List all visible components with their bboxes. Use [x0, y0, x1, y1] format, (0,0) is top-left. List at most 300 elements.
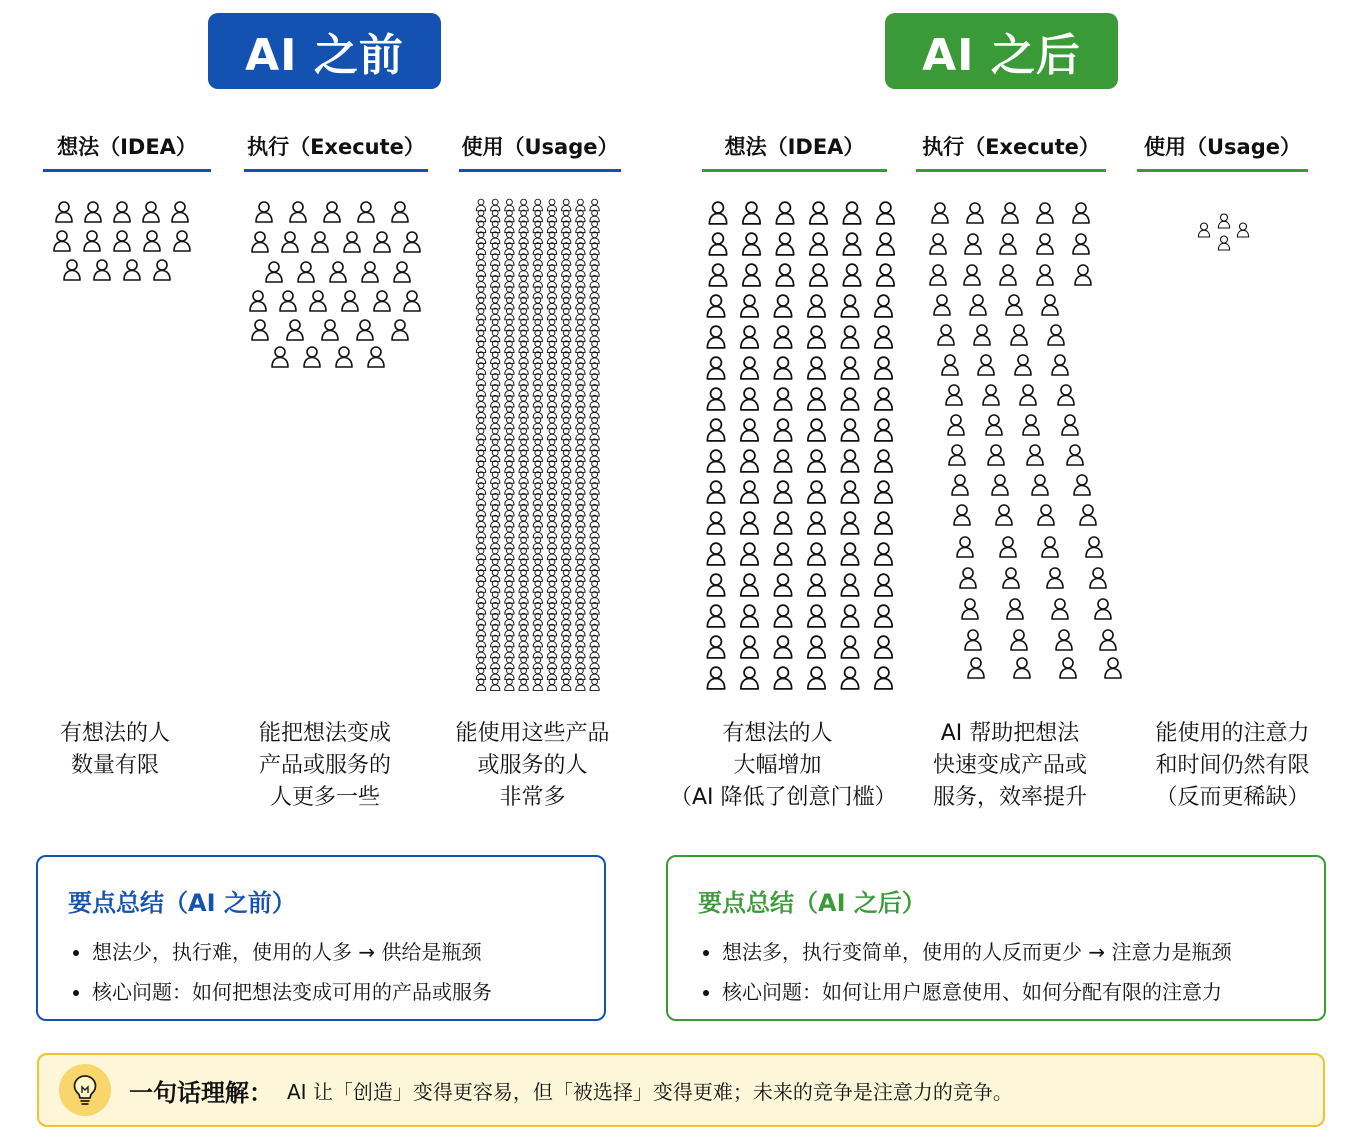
person-icon [576, 374, 585, 386]
person-icon [505, 330, 514, 342]
person-icon [590, 384, 599, 396]
footer-text: AI 让「创造」变得更容易，但「被选择」变得更难；未来的竞争是注意力的竞争。 [287, 1079, 1013, 1104]
person-icon [590, 515, 599, 527]
person-icon [491, 363, 500, 375]
person-icon [476, 363, 485, 375]
person-icon [1020, 385, 1036, 405]
person-icon [476, 243, 485, 255]
before-idea-header: 想法（IDEA） [43, 122, 211, 172]
person-icon [533, 308, 542, 320]
person-icon [590, 504, 599, 516]
person-icon [114, 231, 130, 251]
person-icon [774, 357, 791, 379]
person-icon [533, 384, 542, 396]
person-icon [576, 537, 585, 549]
person-icon [491, 537, 500, 549]
before-execute-people [250, 202, 420, 367]
person-icon [505, 232, 514, 244]
person-icon [505, 493, 514, 505]
person-icon [491, 646, 500, 658]
person-icon [476, 548, 485, 560]
after-execute-header: 执行（Execute） [916, 122, 1106, 172]
person-icon [491, 232, 500, 244]
person-icon [533, 330, 542, 342]
person-icon [808, 636, 825, 658]
person-icon [476, 613, 485, 625]
person-icon [476, 439, 485, 451]
person-icon [741, 512, 758, 534]
person-icon [576, 472, 585, 484]
person-icon [174, 231, 190, 251]
person-icon [84, 231, 100, 251]
person-icon [590, 308, 599, 320]
person-icon [491, 308, 500, 320]
person-icon [562, 439, 571, 451]
after-banner: AI 之后 [885, 13, 1118, 89]
person-icon [774, 512, 791, 534]
person-icon [533, 657, 542, 669]
person-icon [576, 657, 585, 669]
person-icon [1218, 236, 1229, 250]
person-icon [533, 602, 542, 614]
person-icon [562, 297, 571, 309]
person-icon [519, 504, 528, 516]
person-icon [519, 308, 528, 320]
person-icon [590, 254, 599, 266]
person-icon [547, 668, 556, 680]
person-icon [476, 341, 485, 353]
person-icon [547, 384, 556, 396]
person-icon [808, 512, 825, 534]
person-icon [533, 635, 542, 647]
person-icon [576, 646, 585, 658]
person-icon [576, 461, 585, 473]
person-icon [707, 605, 724, 627]
person-icon [124, 260, 140, 280]
person-icon [330, 262, 346, 282]
person-icon [519, 646, 528, 658]
person-icon [547, 265, 556, 277]
person-icon [808, 357, 825, 379]
person-icon [505, 515, 514, 527]
person-icon [533, 548, 542, 560]
person-icon [547, 559, 556, 571]
person-icon [576, 439, 585, 451]
person-icon [533, 504, 542, 516]
person-icon [576, 363, 585, 375]
person-icon [590, 493, 599, 505]
person-icon [743, 233, 760, 255]
person-icon [519, 624, 528, 636]
person-icon [948, 415, 964, 435]
person-icon [875, 512, 892, 534]
person-icon [547, 613, 556, 625]
person-icon [505, 352, 514, 364]
person-icon [324, 202, 340, 222]
person-icon [519, 199, 528, 211]
person-icon [1023, 415, 1039, 435]
person-icon [938, 325, 954, 345]
person-icon [519, 374, 528, 386]
person-icon [304, 347, 320, 367]
person-icon [491, 374, 500, 386]
person-icon [774, 388, 791, 410]
person-icon [533, 668, 542, 680]
person-icon [562, 504, 571, 516]
person-icon [533, 297, 542, 309]
person-icon [519, 341, 528, 353]
person-icon [519, 526, 528, 538]
person-icon [576, 319, 585, 331]
person-icon [491, 352, 500, 364]
person-icon [505, 417, 514, 429]
person-icon [707, 667, 724, 689]
person-icon [1086, 537, 1102, 557]
person-icon [533, 210, 542, 222]
person-icon [533, 461, 542, 473]
person-icon [547, 286, 556, 298]
person-icon [1014, 658, 1030, 678]
person-icon [590, 352, 599, 364]
person-icon [505, 646, 514, 658]
person-icon [476, 570, 485, 582]
person-icon [344, 232, 360, 252]
person-icon [949, 445, 965, 465]
person-icon [547, 679, 556, 691]
person-icon [54, 231, 70, 251]
person-icon [576, 254, 585, 266]
person-icon [562, 254, 571, 266]
person-icon [519, 537, 528, 549]
person-icon [533, 428, 542, 440]
person-icon [476, 646, 485, 658]
person-icon [547, 461, 556, 473]
person-icon [533, 417, 542, 429]
person-icon [576, 526, 585, 538]
person-icon [774, 636, 791, 658]
person-icon [562, 330, 571, 342]
person-icon [505, 319, 514, 331]
person-icon [841, 605, 858, 627]
person-icon [519, 635, 528, 647]
person-icon [547, 537, 556, 549]
person-icon [562, 624, 571, 636]
before-execute-desc: 能把想法变成 产品或服务的 人更多一些 [258, 721, 391, 810]
person-icon [491, 635, 500, 647]
person-icon [707, 450, 724, 472]
person-icon [280, 291, 296, 311]
person-icon [533, 526, 542, 538]
person-icon [988, 445, 1004, 465]
person-icon [476, 428, 485, 440]
person-icon [357, 320, 373, 340]
person-icon [590, 461, 599, 473]
person-icon [547, 504, 556, 516]
person-icon [808, 388, 825, 410]
person-icon [505, 199, 514, 211]
person-icon [336, 347, 352, 367]
person-icon [810, 202, 827, 224]
person-icon [562, 384, 571, 396]
person-icon [505, 450, 514, 462]
person-icon [1237, 223, 1248, 237]
person-icon [519, 275, 528, 287]
person-icon [590, 602, 599, 614]
person-icon [562, 592, 571, 604]
person-icon [491, 384, 500, 396]
person-icon [505, 374, 514, 386]
person-icon [505, 592, 514, 604]
person-icon [476, 526, 485, 538]
person-icon [1000, 234, 1016, 254]
person-icon [562, 657, 571, 669]
person-icon [576, 352, 585, 364]
person-icon [547, 330, 556, 342]
person-icon [491, 526, 500, 538]
person-icon [505, 668, 514, 680]
person-icon [590, 439, 599, 451]
person-icon [576, 679, 585, 691]
person-icon [491, 602, 500, 614]
person-icon [519, 515, 528, 527]
person-icon [172, 202, 188, 222]
person-icon [519, 450, 528, 462]
person-icon [707, 481, 724, 503]
person-icon [841, 481, 858, 503]
person-icon [533, 581, 542, 593]
person-icon [476, 581, 485, 593]
after-summary-point: • 想法多，执行变简单，使用的人反而更少 → 注意力是瓶颈 [722, 932, 1296, 972]
person-icon [1015, 355, 1031, 375]
person-icon [476, 406, 485, 418]
person-icon [476, 395, 485, 407]
person-icon [1074, 475, 1090, 495]
person-icon [491, 548, 500, 560]
person-icon [968, 658, 984, 678]
person-icon [808, 543, 825, 565]
person-icon [707, 574, 724, 596]
person-icon [709, 202, 726, 224]
person-icon [741, 481, 758, 503]
person-icon [590, 668, 599, 680]
person-icon [85, 202, 101, 222]
person-icon [547, 472, 556, 484]
person-icon [505, 570, 514, 582]
person-icon [562, 286, 571, 298]
person-icon [491, 657, 500, 669]
person-icon [519, 570, 528, 582]
person-icon [1011, 325, 1027, 345]
person-icon [374, 291, 390, 311]
person-icon [1006, 295, 1022, 315]
person-icon [576, 515, 585, 527]
person-icon [707, 419, 724, 441]
person-icon [533, 679, 542, 691]
person-icon [519, 548, 528, 560]
person-icon [56, 202, 72, 222]
person-icon [491, 624, 500, 636]
person-icon [252, 232, 268, 252]
person-icon [1032, 475, 1048, 495]
person-icon [875, 481, 892, 503]
person-icon [590, 417, 599, 429]
person-icon [519, 265, 528, 277]
person-icon [562, 515, 571, 527]
person-icon [709, 233, 726, 255]
person-icon [491, 406, 500, 418]
person-icon [252, 320, 268, 340]
person-icon [505, 483, 514, 495]
person-icon [1060, 658, 1076, 678]
person-icon [590, 210, 599, 222]
person-icon [519, 254, 528, 266]
person-icon [519, 286, 528, 298]
person-icon [282, 232, 298, 252]
footer-label: 一句话理解： [129, 1078, 273, 1107]
before-idea-people [54, 202, 190, 280]
person-icon [476, 297, 485, 309]
person-icon [590, 275, 599, 287]
after-idea-header: 想法（IDEA） [702, 122, 887, 172]
person-icon [547, 450, 556, 462]
person-icon [808, 481, 825, 503]
person-icon [841, 667, 858, 689]
person-icon [707, 543, 724, 565]
before-usage-people [476, 199, 599, 690]
person-icon [774, 481, 791, 503]
person-icon [841, 357, 858, 379]
person-icon [519, 406, 528, 418]
person-icon [576, 406, 585, 418]
person-icon [519, 352, 528, 364]
person-icon [143, 202, 159, 222]
person-icon [533, 254, 542, 266]
person-icon [562, 646, 571, 658]
person-icon [932, 203, 948, 223]
person-icon [952, 475, 968, 495]
person-icon [505, 613, 514, 625]
person-icon [741, 388, 758, 410]
before-usage-header: 使用（Usage） [459, 122, 621, 172]
person-icon [562, 374, 571, 386]
person-icon [774, 605, 791, 627]
person-icon [533, 515, 542, 527]
person-icon [707, 512, 724, 534]
person-icon [986, 415, 1002, 435]
person-icon [967, 203, 983, 223]
person-icon [576, 221, 585, 233]
person-icon [576, 624, 585, 636]
person-icon [576, 548, 585, 560]
person-icon [946, 385, 962, 405]
person-icon [590, 679, 599, 691]
person-icon [476, 624, 485, 636]
person-icon [491, 428, 500, 440]
person-icon [491, 199, 500, 211]
person-icon [576, 635, 585, 647]
person-icon [562, 483, 571, 495]
person-icon [1075, 265, 1091, 285]
person-icon [1052, 599, 1068, 619]
person-icon [322, 320, 338, 340]
person-icon [154, 260, 170, 280]
person-icon [707, 295, 724, 317]
person-icon [547, 374, 556, 386]
person-icon [519, 668, 528, 680]
person-icon [808, 419, 825, 441]
person-icon [505, 341, 514, 353]
person-icon [519, 559, 528, 571]
person-icon [491, 613, 500, 625]
person-icon [576, 395, 585, 407]
person-icon [505, 265, 514, 277]
person-icon [576, 275, 585, 287]
person-icon [590, 395, 599, 407]
person-icon [875, 605, 892, 627]
person-icon [505, 461, 514, 473]
person-icon [808, 667, 825, 689]
person-icon [1218, 214, 1229, 228]
person-icon [942, 355, 958, 375]
person-icon [547, 297, 556, 309]
person-icon [576, 243, 585, 255]
person-icon [505, 428, 514, 440]
person-icon [964, 265, 980, 285]
person-icon [547, 548, 556, 560]
person-icon [491, 254, 500, 266]
person-icon [562, 265, 571, 277]
after-summary-point: • 核心问题：如何让用户愿意使用、如何分配有限的注意力 [722, 972, 1296, 1012]
person-icon [374, 232, 390, 252]
person-icon [476, 254, 485, 266]
person-icon [547, 417, 556, 429]
person-icon [576, 308, 585, 320]
person-icon [519, 363, 528, 375]
person-icon [590, 526, 599, 538]
person-icon [576, 450, 585, 462]
person-icon [774, 295, 791, 317]
person-icon [1100, 630, 1116, 650]
person-icon [590, 297, 599, 309]
person-icon [741, 295, 758, 317]
person-icon [930, 265, 946, 285]
person-icon [547, 352, 556, 364]
person-icon [562, 243, 571, 255]
person-icon [774, 543, 791, 565]
person-icon [519, 428, 528, 440]
person-icon [1073, 234, 1089, 254]
person-icon [547, 243, 556, 255]
before-summary-point: • 想法少，执行难，使用的人多 → 供给是瓶颈 [92, 932, 576, 972]
person-icon [590, 330, 599, 342]
person-icon [983, 385, 999, 405]
person-icon [776, 264, 793, 286]
person-icon [394, 262, 410, 282]
person-icon [533, 559, 542, 571]
person-icon [1198, 223, 1209, 237]
person-icon [965, 630, 981, 650]
person-icon [1105, 658, 1121, 678]
person-icon [934, 295, 950, 315]
person-icon [562, 570, 571, 582]
person-icon [1047, 568, 1063, 588]
person-icon [576, 210, 585, 222]
person-icon [505, 363, 514, 375]
person-icon [590, 624, 599, 636]
person-icon [1073, 203, 1089, 223]
person-icon [1000, 265, 1016, 285]
person-icon [491, 592, 500, 604]
